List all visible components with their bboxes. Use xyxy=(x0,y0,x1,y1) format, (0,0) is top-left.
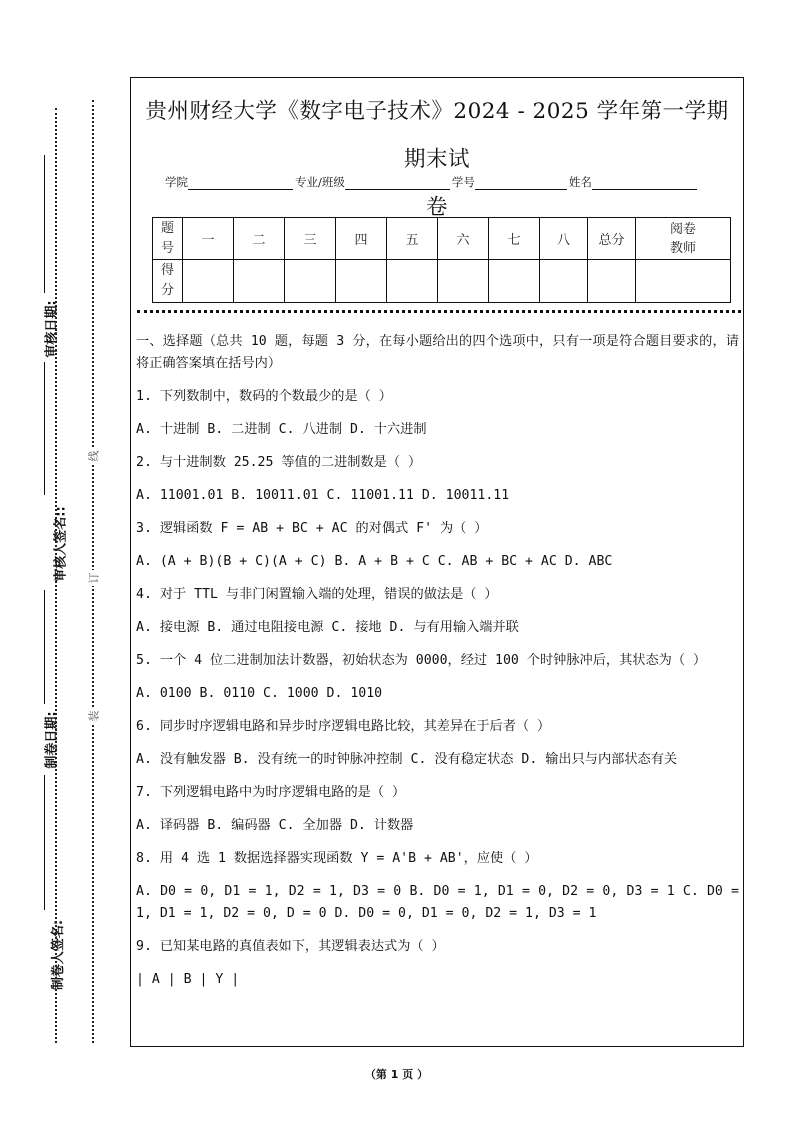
reviewer-signature-line[interactable] xyxy=(44,590,45,704)
review-date-text: 审核日期: xyxy=(44,300,60,358)
binding-char-text: 装 xyxy=(87,710,100,722)
college-label: 学院 xyxy=(165,175,188,189)
truth-table-header: | A | B | Y | xyxy=(136,972,240,987)
score-cell-7[interactable] xyxy=(489,260,540,303)
section-choice-questions xyxy=(136,331,739,1002)
reviewer-signature-text: 审核人签名:: xyxy=(53,506,69,582)
question-number-label xyxy=(153,218,183,260)
signature-line xyxy=(44,155,45,293)
question-7-options: A. 译码器 B. 编码器 C. 全加器 D. 计数器 xyxy=(136,818,414,833)
label-char: 分 xyxy=(160,283,174,298)
question-1: 1. 下列数制中，数码的个数最少的是（ ） xyxy=(136,389,392,404)
exam-title xyxy=(131,88,743,232)
page-number: （第 1 页 ） xyxy=(364,1068,429,1081)
major-class-field[interactable] xyxy=(345,177,450,190)
binding-char-zhuang xyxy=(86,708,102,724)
score-cell-total[interactable] xyxy=(588,260,636,303)
exam-page-frame xyxy=(130,77,744,1047)
question-5: 5. 一个 4 位二进制加法计数器，初始状态为 0000，经过 100 个时钟脉冲后，其状态为（ ） xyxy=(136,653,707,668)
college-field[interactable] xyxy=(188,177,293,190)
col-header-8: 八 xyxy=(540,218,588,260)
question-8-options: A. D0 = 0, D1 = 1, D2 = 1, D3 = 0 B. D0 = 1, D1 = 0, D2 = 0, D3 = 1 C. D0 = 1, D1 = 1, D2 = 0, D = 0 D. D0 = 0, D1 = 0, D2 = 1, D3 = 1 xyxy=(136,884,739,921)
name-field[interactable] xyxy=(592,177,697,190)
question-8: 8. 用 4 选 1 数据选择器实现函数 Y = A'B + AB'，应使（ ） xyxy=(136,851,538,866)
col-header-4: 四 xyxy=(336,218,387,260)
question-7: 7. 下列逻辑电路中为时序逻辑电路的是（ ） xyxy=(136,785,406,800)
col-header-1: 一 xyxy=(183,218,234,260)
question-9: 9. 已知某电路的真值表如下，其逻辑表达式为（ ） xyxy=(136,939,445,954)
setter-date-text: 制卷日期: xyxy=(44,711,60,769)
question-4: 4. 对于 TTL 与非门闲置输入端的处理，错误的做法是（ ） xyxy=(136,587,498,602)
question-6: 6. 同步时序逻辑电路和异步时序逻辑电路比较，其差异在于后者（ ） xyxy=(136,719,551,734)
question-4-options: A. 接电源 B. 通过电阻接电源 C. 接地 D. 与有用输入端并联 xyxy=(136,620,519,635)
score-cell-2[interactable] xyxy=(234,260,285,303)
score-cell-3[interactable] xyxy=(285,260,336,303)
score-table xyxy=(152,217,731,303)
score-cell-8[interactable] xyxy=(540,260,588,303)
exam-title-line2: 卷 xyxy=(425,195,448,220)
student-id-field[interactable] xyxy=(475,177,567,190)
col-header-grader xyxy=(636,218,731,260)
score-cell-5[interactable] xyxy=(387,260,438,303)
col-header-2: 二 xyxy=(234,218,285,260)
question-2: 2. 与十进制数 25.25 等值的二进制数是（ ） xyxy=(136,455,422,470)
binding-char-text: 线 xyxy=(87,450,100,462)
binding-char-text: 订 xyxy=(87,572,100,584)
question-6-options: A. 没有触发器 B. 没有统一的时钟脉冲控制 C. 没有稳定状态 D. 输出只与内部状态有关 xyxy=(136,752,678,767)
major-class-label: 专业/班级 xyxy=(295,175,345,189)
student-id-label: 学号 xyxy=(451,175,475,189)
section-heading: 一、选择题（总共 10 题，每题 3 分，在每小题给出的四个选项中，只有一项是符合题目要求的，请将正确答案填在括号内） xyxy=(136,334,739,371)
label-char: 号 xyxy=(160,240,174,256)
review-date-line[interactable] xyxy=(44,362,45,495)
binding-char-xian xyxy=(86,448,102,464)
label-char: 得 xyxy=(160,263,174,278)
question-5-options: A. 0100 B. 0110 C. 1000 D. 1010 xyxy=(136,686,383,701)
col-header-7: 七 xyxy=(489,218,540,260)
binding-dotted-line-inner xyxy=(55,108,57,1043)
question-3: 3. 逻辑函数 F = AB + BC + AC 的对偶式 F' 为（ ） xyxy=(136,521,488,536)
col-header-total: 总分 xyxy=(588,218,636,260)
score-label xyxy=(153,260,183,303)
binding-char-ding xyxy=(86,570,102,586)
score-table-score-row xyxy=(153,260,731,303)
grader-text: 阅卷 xyxy=(669,221,696,237)
name-label: 姓名 xyxy=(568,175,592,189)
score-cell-1[interactable] xyxy=(183,260,234,303)
question-3-options: A. (A + B)(B + C)(A + C) B. A + B + C C. AB + BC + AC D. ABC xyxy=(136,554,613,569)
exam-title-line1: 贵州财经大学《数字电子技术》2024 - 2025 学年第一学期期末试 xyxy=(145,99,729,172)
dotted-separator xyxy=(137,310,741,313)
grader-text: 教师 xyxy=(669,240,696,256)
question-1-options: A. 十进制 B. 二进制 C. 八进制 D. 十六进制 xyxy=(136,422,427,437)
col-header-6: 六 xyxy=(438,218,489,260)
score-table-header-row xyxy=(153,218,731,260)
score-cell-grader[interactable] xyxy=(636,260,731,303)
question-2-options: A. 11001.01 B. 10011.01 C. 11001.11 D. 10011.11 xyxy=(136,488,510,503)
score-cell-4[interactable] xyxy=(336,260,387,303)
col-header-5: 五 xyxy=(387,218,438,260)
setter-date-line[interactable] xyxy=(44,775,45,910)
setter-signature-text: 制卷人签名: xyxy=(51,919,67,991)
score-cell-6[interactable] xyxy=(438,260,489,303)
label-char: 题 xyxy=(160,220,174,236)
col-header-3: 三 xyxy=(285,218,336,260)
student-info-row xyxy=(165,174,699,190)
